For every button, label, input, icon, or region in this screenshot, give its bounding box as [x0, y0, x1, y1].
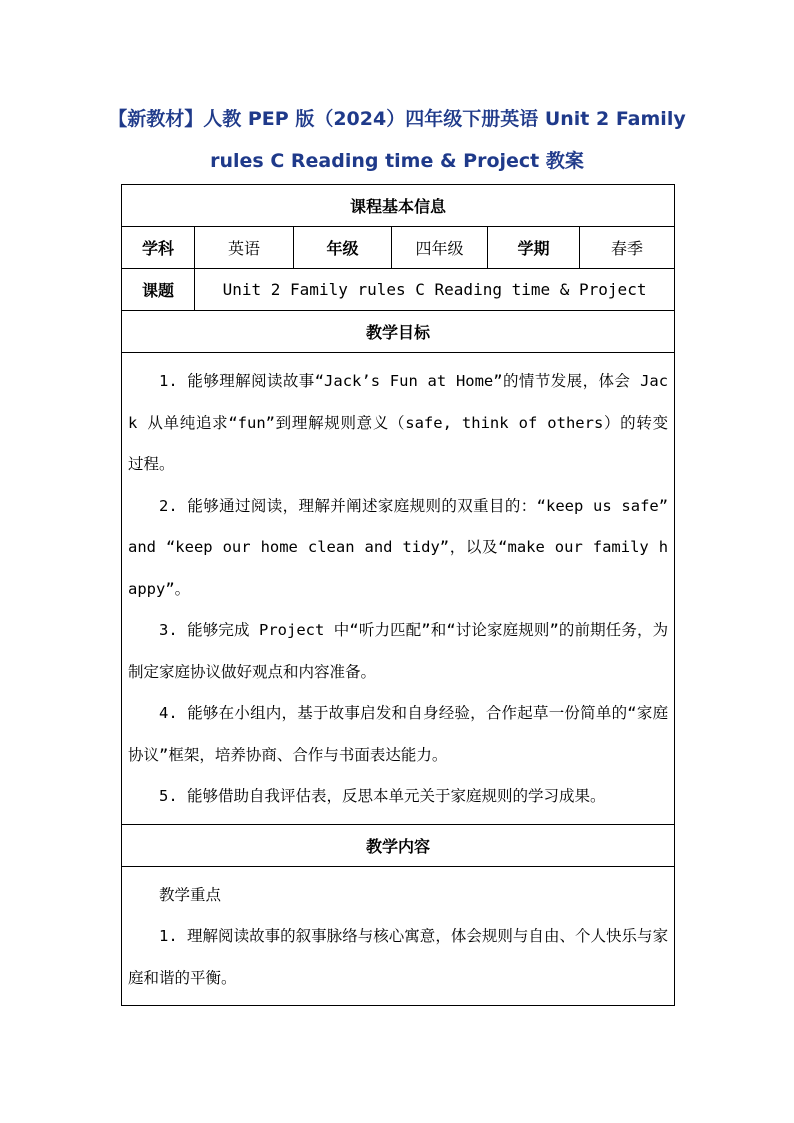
goal-item: 4. 能够在小组内，基于故事启发和自身经验，合作起草一份简单的“家庭协议”框架，培养协商、合作与书面表达能力。: [128, 704, 669, 764]
key-points-label: 教学重点: [159, 885, 222, 904]
goal-item: 3. 能够完成 Project 中“听力匹配”和“讨论家庭规则”的前期任务，为制定家庭协议做好观点和内容准备。: [128, 621, 669, 681]
grade-label: 年级: [294, 227, 392, 269]
goal-item: 1. 能够理解阅读故事“Jack’s Fun at Home”的情节发展，体会 Jack 从单纯追求“fun”到理解规则意义（safe, think of others）的转变过程。: [128, 372, 669, 473]
term-value: 春季: [580, 227, 675, 269]
document-title: [100, 98, 694, 182]
lesson-info-table: [121, 184, 675, 1006]
subject-label: 学科: [122, 227, 195, 269]
goal-item: 2. 能够通过阅读，理解并阐述家庭规则的双重目的：“keep us safe” and “keep our home clean and tidy”，以及“make our family happy”。: [128, 496, 669, 598]
section-teaching-goals: 教学目标: [122, 311, 675, 353]
topic-value: Unit 2 Family rules C Reading time & Project: [195, 269, 675, 311]
topic-label: 课题: [122, 269, 195, 311]
title-line-2: rules C Reading time & Project 教案: [210, 150, 584, 172]
section-teaching-content: 教学内容: [122, 824, 675, 866]
teaching-goals-cell: [122, 353, 675, 825]
teaching-content-cell: [122, 866, 675, 1006]
term-label: 学期: [488, 227, 580, 269]
grade-value: 四年级: [392, 227, 488, 269]
title-line-1: 【新教材】人教 PEP 版（2024）四年级下册英语 Unit 2 Family: [108, 108, 686, 130]
goal-item: 5. 能够借助自我评估表，反思本单元关于家庭规则的学习成果。: [159, 787, 606, 805]
key-point-item: 1. 理解阅读故事的叙事脉络与核心寓意，体会规则与自由、个人快乐与家庭和谐的平衡。: [128, 927, 669, 987]
subject-value: 英语: [195, 227, 294, 269]
section-basic-info: 课程基本信息: [122, 185, 675, 227]
